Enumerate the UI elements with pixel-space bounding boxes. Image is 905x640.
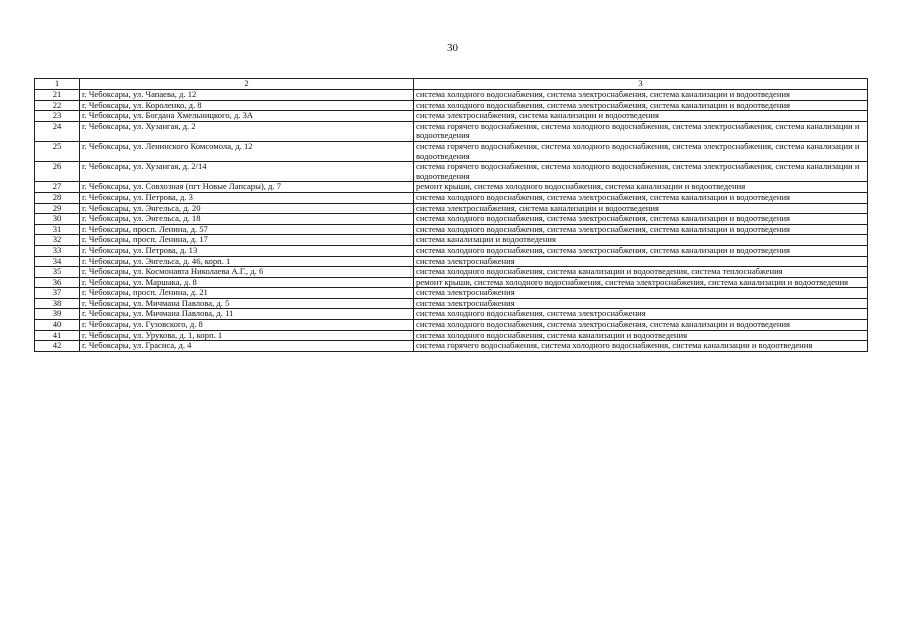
- row-number: 26: [35, 162, 80, 182]
- row-number: 41: [35, 330, 80, 341]
- table-row: [35, 309, 868, 320]
- table-row: [35, 288, 868, 299]
- row-systems: система электроснабжения: [414, 288, 868, 299]
- row-address: г. Чебоксары, ул. Ленинского Комсомола, д. 12: [80, 141, 414, 161]
- row-address: г. Чебоксары, просп. Ленина, д. 17: [80, 235, 414, 246]
- table-row: [35, 330, 868, 341]
- row-systems: система электроснабжения, система канализации и водоотведения: [414, 111, 868, 122]
- row-address: г. Чебоксары, ул. Энгельса, д. 18: [80, 214, 414, 225]
- table-row: [35, 111, 868, 122]
- row-systems: система горячего водоснабжения, система холодного водоснабжения, система электроснабжения, система канализации и водоотведения: [414, 121, 868, 141]
- row-number: 37: [35, 288, 80, 299]
- row-systems: ремонт крыши, система холодного водоснабжения, система канализации и водоотведения: [414, 182, 868, 193]
- row-address: г. Чебоксары, ул. Чапаева, д. 12: [80, 90, 414, 101]
- row-number: 27: [35, 182, 80, 193]
- row-address: г. Чебоксары, ул. Маршака, д. 8: [80, 277, 414, 288]
- table-row: [35, 341, 868, 352]
- row-number: 30: [35, 214, 80, 225]
- table-row: [35, 256, 868, 267]
- row-number: 42: [35, 341, 80, 352]
- row-address: г. Чебоксары, ул. Короленко, д. 8: [80, 100, 414, 111]
- row-number: 36: [35, 277, 80, 288]
- row-systems: система горячего водоснабжения, система холодного водоснабжения, система канализации и водоотведения: [414, 341, 868, 352]
- row-number: 25: [35, 141, 80, 161]
- table-row: [35, 235, 868, 246]
- row-address: г. Чебоксары, ул. Мичмана Павлова, д. 5: [80, 298, 414, 309]
- table-row: [35, 320, 868, 331]
- column-header-address: 2: [80, 79, 414, 90]
- row-systems: система холодного водоснабжения, система канализации и водоотведения: [414, 330, 868, 341]
- row-number: 32: [35, 235, 80, 246]
- row-address: г. Чебоксары, ул. Хузангая, д. 2/14: [80, 162, 414, 182]
- row-systems: система горячего водоснабжения, система холодного водоснабжения, система электроснабжения, система канализации и водоотведения: [414, 141, 868, 161]
- row-systems: система горячего водоснабжения, система холодного водоснабжения, система электроснабжения, система канализации и водоотведения: [414, 162, 868, 182]
- column-header-number: 1: [35, 79, 80, 90]
- header-row: [35, 79, 868, 90]
- row-address: г. Чебоксары, ул. Совхозная (пгт Новые Лапсары), д. 7: [80, 182, 414, 193]
- table-row: [35, 203, 868, 214]
- table-row: [35, 182, 868, 193]
- row-address: г. Чебоксары, ул. Хузангая, д. 2: [80, 121, 414, 141]
- table-row: [35, 298, 868, 309]
- table-row: [35, 100, 868, 111]
- row-systems: система холодного водоснабжения, система электроснабжения, система канализации и водоотведения: [414, 90, 868, 101]
- row-number: 33: [35, 245, 80, 256]
- row-number: 40: [35, 320, 80, 331]
- row-number: 21: [35, 90, 80, 101]
- buildings-table: [34, 78, 868, 352]
- row-address: г. Чебоксары, ул. Мичмана Павлова, д. 11: [80, 309, 414, 320]
- row-systems: система холодного водоснабжения, система канализации и водоотведения, система теплоснабжения: [414, 267, 868, 278]
- table-row: [35, 214, 868, 225]
- row-number: 24: [35, 121, 80, 141]
- row-systems: система холодного водоснабжения, система электроснабжения, система канализации и водоотведения: [414, 245, 868, 256]
- row-address: г. Чебоксары, ул. Космонавта Николаева А.Г., д. 6: [80, 267, 414, 278]
- table-row: [35, 192, 868, 203]
- column-header-systems: 3: [414, 79, 868, 90]
- row-number: 28: [35, 192, 80, 203]
- row-number: 34: [35, 256, 80, 267]
- table-row: [35, 224, 868, 235]
- row-address: г. Чебоксары, просп. Ленина, д. 21: [80, 288, 414, 299]
- row-number: 23: [35, 111, 80, 122]
- table-row: [35, 245, 868, 256]
- row-address: г. Чебоксары, ул. Гузовского, д. 8: [80, 320, 414, 331]
- row-systems: система холодного водоснабжения, система электроснабжения, система канализации и водоотведения: [414, 192, 868, 203]
- table-row: [35, 121, 868, 141]
- page-number: 30: [447, 42, 458, 54]
- row-number: 29: [35, 203, 80, 214]
- row-address: г. Чебоксары, ул. Петрова, д. 3: [80, 192, 414, 203]
- row-number: 39: [35, 309, 80, 320]
- table-row: [35, 267, 868, 278]
- row-number: 22: [35, 100, 80, 111]
- row-number: 31: [35, 224, 80, 235]
- row-systems: система холодного водоснабжения, система электроснабжения, система канализации и водоотведения: [414, 100, 868, 111]
- row-address: г. Чебоксары, ул. Петрова, д. 13: [80, 245, 414, 256]
- row-address: г. Чебоксары, ул. Урукова, д. 1, корп. 1: [80, 330, 414, 341]
- row-number: 38: [35, 298, 80, 309]
- row-systems: система электроснабжения: [414, 298, 868, 309]
- table-row: [35, 162, 868, 182]
- row-number: 35: [35, 267, 80, 278]
- row-systems: ремонт крыши, система холодного водоснабжения, система электроснабжения, система канализации и водоотведения: [414, 277, 868, 288]
- row-systems: система холодного водоснабжения, система электроснабжения, система канализации и водоотведения: [414, 224, 868, 235]
- table-row: [35, 277, 868, 288]
- row-address: г. Чебоксары, ул. Энгельса, д. 46, корп. 1: [80, 256, 414, 267]
- row-systems: система холодного водоснабжения, система электроснабжения, система канализации и водоотведения: [414, 214, 868, 225]
- table-row: [35, 141, 868, 161]
- row-address: г. Чебоксары, ул. Богдана Хмельницкого, д. 3А: [80, 111, 414, 122]
- row-systems: система холодного водоснабжения, система электроснабжения, система канализации и водоотведения: [414, 320, 868, 331]
- row-systems: система холодного водоснабжения, система электроснабжения: [414, 309, 868, 320]
- row-address: г. Чебоксары, просп. Ленина, д. 57: [80, 224, 414, 235]
- row-address: г. Чебоксары, ул. Энгельса, д. 20: [80, 203, 414, 214]
- row-systems: система канализации и водоотведения: [414, 235, 868, 246]
- table-row: [35, 90, 868, 101]
- row-systems: система электроснабжения: [414, 256, 868, 267]
- row-systems: система электроснабжения, система канализации и водоотведения: [414, 203, 868, 214]
- row-address: г. Чебоксары, ул. Грасиса, д. 4: [80, 341, 414, 352]
